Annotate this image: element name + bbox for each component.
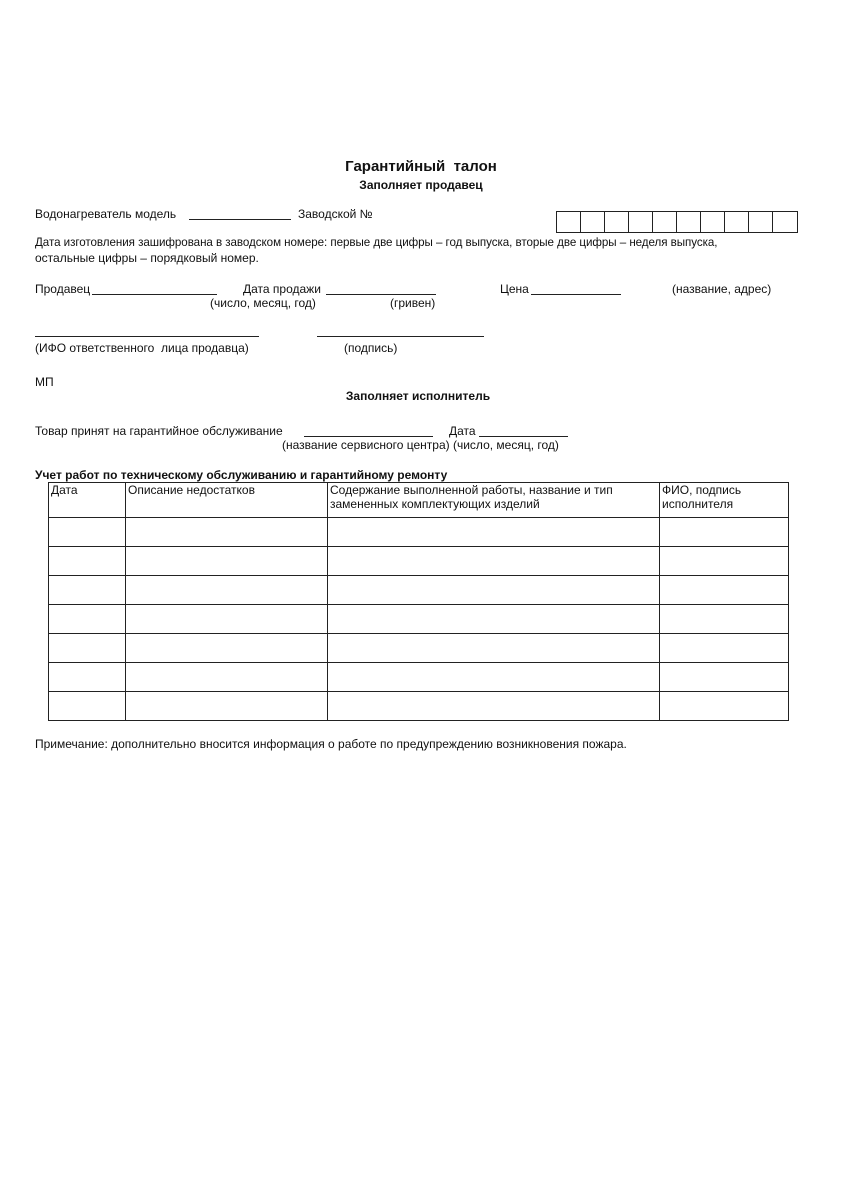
header-line: Описание недостатков	[128, 483, 255, 497]
column-header-date	[49, 483, 126, 518]
executor-cell[interactable]	[660, 634, 789, 663]
name-address-hint: (название, адрес)	[672, 282, 772, 296]
column-header-executor	[660, 483, 789, 518]
serial-digit-box[interactable]	[725, 212, 749, 232]
date-cell[interactable]	[49, 576, 126, 605]
currency-hint: (гривен)	[390, 296, 436, 310]
executor-date-label: Дата	[449, 424, 476, 438]
executor-section-title: Заполняет исполнитель	[345, 389, 491, 403]
defects-cell[interactable]	[126, 634, 328, 663]
work-content-cell[interactable]	[328, 634, 660, 663]
work-content-cell[interactable]	[328, 576, 660, 605]
date-cell[interactable]	[49, 518, 126, 547]
defects-cell[interactable]	[126, 692, 328, 721]
sale-date-label: Дата продажи	[243, 282, 321, 296]
defects-cell[interactable]	[126, 605, 328, 634]
date-cell[interactable]	[49, 692, 126, 721]
accepted-label: Товар принят на гарантийное обслуживание	[35, 424, 283, 438]
table-row	[49, 518, 789, 547]
table-row	[49, 547, 789, 576]
stamp-label: МП	[35, 375, 54, 389]
serial-digit-box[interactable]	[749, 212, 773, 232]
header-line: исполнителя	[662, 497, 734, 511]
table-row	[49, 663, 789, 692]
header-line: ФИО, подпись	[662, 483, 742, 497]
defects-cell[interactable]	[126, 518, 328, 547]
defects-cell[interactable]	[126, 576, 328, 605]
works-table-caption: Учет работ по техническому обслуживанию и гарантийному ремонту	[35, 468, 448, 482]
serial-label: Заводской №	[298, 207, 373, 221]
work-content-cell[interactable]	[328, 692, 660, 721]
serial-digit-box[interactable]	[581, 212, 605, 232]
service-center-field[interactable]	[304, 436, 433, 437]
date-info-line-1: Дата изготовления зашифрована в заводском номере: первые две цифры – год выпуска, вторые две цифры – неделя выпуска,	[35, 236, 718, 249]
defects-cell[interactable]	[126, 547, 328, 576]
serial-digit-box[interactable]	[629, 212, 653, 232]
table-row	[49, 576, 789, 605]
column-header-defects	[126, 483, 328, 518]
date-info-line-2: остальные цифры – порядковый номер.	[35, 251, 259, 265]
work-content-cell[interactable]	[328, 605, 660, 634]
date-cell[interactable]	[49, 663, 126, 692]
table-row	[49, 634, 789, 663]
sale-date-hint: (число, месяц, год)	[210, 296, 316, 310]
heater-model-label: Водонагреватель модель	[35, 207, 177, 221]
work-content-cell[interactable]	[328, 518, 660, 547]
work-content-cell[interactable]	[328, 547, 660, 576]
date-cell[interactable]	[49, 547, 126, 576]
price-field[interactable]	[531, 294, 621, 295]
seller-section-title: Заполняет продавец	[359, 178, 483, 192]
date-cell[interactable]	[49, 634, 126, 663]
executor-cell[interactable]	[660, 692, 789, 721]
defects-cell[interactable]	[126, 663, 328, 692]
sale-date-field[interactable]	[326, 294, 436, 295]
serial-digit-box[interactable]	[677, 212, 701, 232]
executor-cell[interactable]	[660, 663, 789, 692]
serial-digit-box[interactable]	[605, 212, 629, 232]
serial-digit-box[interactable]	[701, 212, 725, 232]
executor-cell[interactable]	[660, 576, 789, 605]
serial-digit-box[interactable]	[653, 212, 677, 232]
seller-label: Продавец	[35, 282, 91, 296]
note: Примечание: дополнительно вносится информация о работе по предупреждению возникновения пожара.	[35, 737, 627, 751]
work-content-cell[interactable]	[328, 663, 660, 692]
responsible-person-field[interactable]	[35, 336, 259, 337]
table-row	[49, 692, 789, 721]
seller-field[interactable]	[92, 294, 217, 295]
serial-digit-box[interactable]	[557, 212, 581, 232]
executor-cell[interactable]	[660, 518, 789, 547]
header-line: Дата	[51, 483, 78, 497]
responsible-person-hint: (ИФО ответственного лица продавца)	[35, 341, 249, 355]
works-table-header	[49, 483, 789, 518]
heater-model-field[interactable]	[189, 219, 291, 220]
signature-hint: (подпись)	[344, 341, 398, 355]
page-title: Гарантийный талон	[345, 158, 497, 175]
seller-signature-field[interactable]	[317, 336, 484, 337]
service-center-hint: (название сервисного центра) (число, месяц, год)	[282, 438, 559, 452]
executor-date-field[interactable]	[479, 436, 568, 437]
table-row	[49, 605, 789, 634]
header-line: замененных комплектующих изделий	[330, 497, 540, 511]
works-table	[48, 482, 789, 721]
date-cell[interactable]	[49, 605, 126, 634]
column-header-work-content	[328, 483, 660, 518]
header-line: Содержание выполненной работы, название и тип	[330, 483, 613, 497]
serial-digit-box[interactable]	[773, 212, 797, 232]
serial-number-boxes[interactable]	[556, 211, 798, 233]
price-label: Цена	[500, 282, 529, 296]
executor-cell[interactable]	[660, 605, 789, 634]
executor-cell[interactable]	[660, 547, 789, 576]
